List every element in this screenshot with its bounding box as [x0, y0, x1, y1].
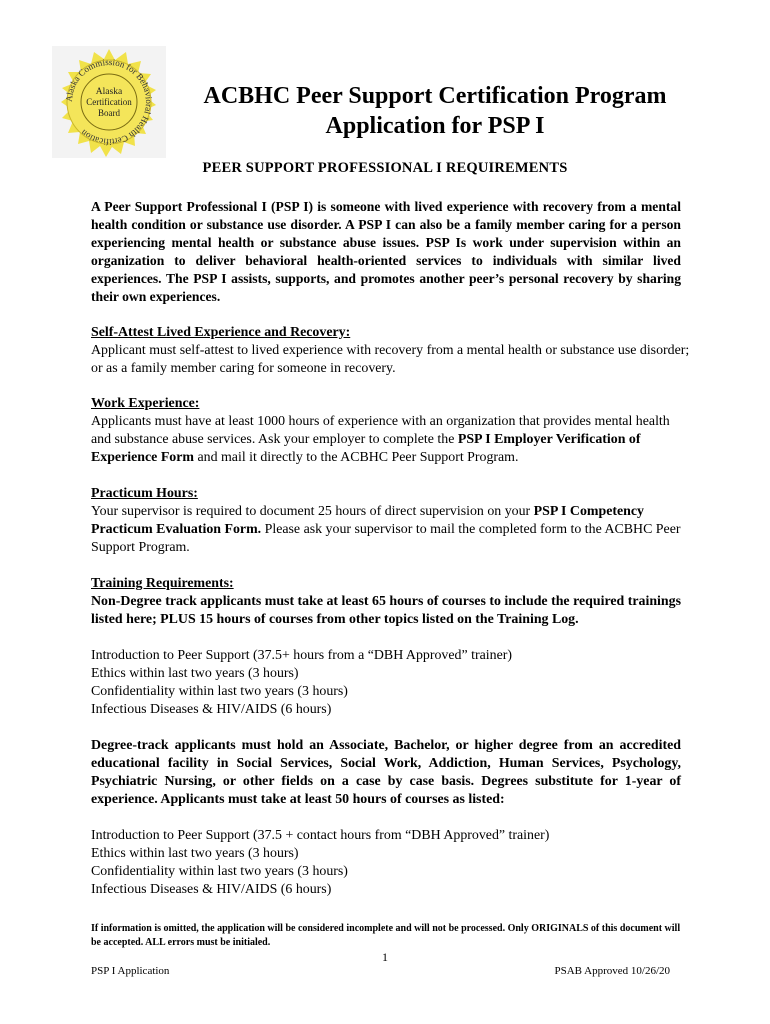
list-item: Confidentiality within last two years (3 hours) [91, 864, 348, 879]
intro-paragraph: A Peer Support Professional I (PSP I) is someone with lived experience with recovery from a mental health condition or substance use disorder. A PSP I can also be a family member caring for a person experiencing mental health or substance abuse issues. PSP Is work under supervision within an organization to deliver behavioral health-oriented services to individuals with similar lived experiences. The PSP I assists, supports, and promotes another peer’s personal recovery by sharing their own experiences. [91, 199, 681, 304]
page-subtitle: PEER SUPPORT PROFESSIONAL I REQUIREMENTS [202, 160, 568, 176]
list-item: Confidentiality within last two years (3 hours) [91, 684, 348, 699]
employer-verification-form-name: PSP I Employer Verification of Experience Form [91, 432, 641, 465]
work-experience-section [91, 395, 691, 467]
page-number: 1 [382, 950, 388, 964]
seal-line-3: Board [98, 108, 120, 118]
nondegree-requirement: Non-Degree track applicants must take at least 65 hours of courses to include the required trainings listed here; PLUS 15 hours of courses from other topics listed on the Training Log. [91, 594, 681, 627]
seal-ring-text: Alaska Commission for Behavioral Health Certification [63, 56, 155, 148]
list-item: Ethics within last two years (3 hours) [91, 666, 299, 681]
nondegree-course-list [91, 647, 691, 719]
seal-line-2: Certification [86, 97, 132, 107]
degree-requirement: Degree-track applicants must hold an Associate, Bachelor, or higher degree from an accredited educational facility in Social Services, Social Work, Addiction, Human Services, Psychology, Psychiatric Nursing, or other fields on a case by case basis. Degrees substitute for 1-year of experience. Applicants must take at least 50 hours of courses as listed: [91, 738, 681, 807]
seal-line-1: Alaska [95, 87, 123, 97]
practicum-section [91, 485, 691, 557]
footer-left: PSP I Application [91, 965, 170, 977]
incomplete-notice: If information is omitted, the application will be considered incomplete and will not be processed. Only ORIGINALS of this document will be accepted. ALL errors must be initialed. [91, 923, 681, 948]
work-text-a: Applicants must have at least 1000 hours of experience with an organization that provides mental health and substance abuse services. Ask your employer to complete the [91, 414, 670, 447]
practicum-text-a: Your supervisor is required to document 25 hours of direct supervision on your [91, 504, 534, 519]
list-item: Infectious Diseases & HIV/AIDS (6 hours) [91, 702, 332, 717]
self-attest-heading: Self-Attest Lived Experience and Recovery: [91, 325, 351, 340]
list-item: Ethics within last two years (3 hours) [91, 846, 299, 861]
training-section [91, 575, 691, 899]
list-item: Introduction to Peer Support (37.5 + contact hours from “DBH Approved” trainer) [91, 828, 550, 843]
list-item: Introduction to Peer Support (37.5+ hours from a “DBH Approved” trainer) [91, 648, 512, 663]
self-attest-section [91, 324, 691, 378]
training-heading: Training Requirements: [91, 576, 234, 591]
work-experience-heading: Work Experience: [91, 396, 200, 411]
page-title [175, 81, 695, 141]
work-text-b: and mail it directly to the ACBHC Peer Support Program. [194, 450, 519, 465]
title-line-2: Application for PSP I [325, 113, 545, 139]
degree-course-list [91, 827, 691, 899]
self-attest-text: Applicant must self-attest to lived experience with recovery from a mental health or substance use disorder; or as a family member caring for someone in recovery. [91, 343, 690, 376]
work-experience-text [91, 413, 691, 467]
list-item: Infectious Diseases & HIV/AIDS (6 hours) [91, 882, 332, 897]
title-line-1: ACBHC Peer Support Certification Program [203, 83, 667, 109]
practicum-heading: Practicum Hours: [91, 486, 198, 501]
competency-form-name: PSP I Competency Practicum Evaluation Form. [91, 504, 645, 537]
practicum-text-b: Please ask your supervisor to mail the completed form to the ACBHC Peer Support Program. [91, 522, 681, 555]
acbhc-seal-logo [52, 46, 166, 158]
footer-right: PSAB Approved 10/26/20 [554, 965, 670, 977]
practicum-text [91, 503, 691, 557]
